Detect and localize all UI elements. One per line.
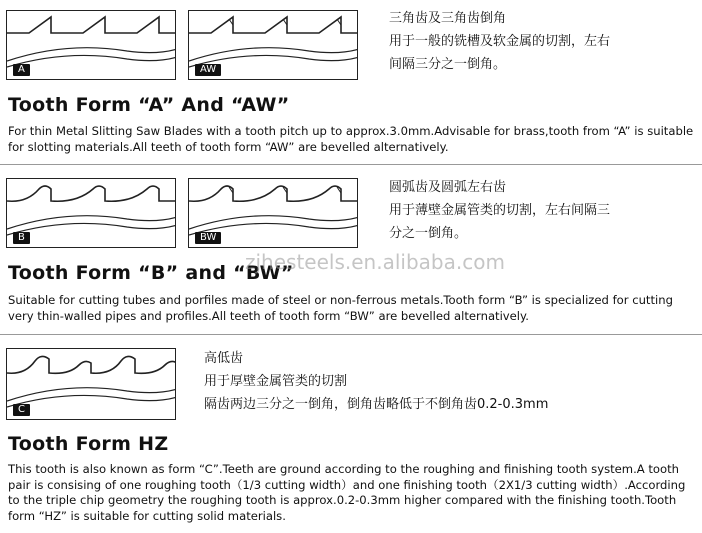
- tooth-form-a-figure: [6, 10, 176, 80]
- tooth-b-drawing: [7, 179, 176, 248]
- section-c-cn-line-1: 高低齿: [204, 351, 244, 366]
- section-c-cn-line-2: 用于厚壁金属管类的切割: [204, 374, 348, 389]
- section-c-description: This tooth is also known as form “C”.Teeth are ground according to the roughing and finishing tooth system.A tooth pair is consising of one roughing tooth（1/3 cutting width）and one finishing tooth（2X1/3 cutting width）.According to the triple chip geometry the roughing tooth is approx.0.2-0.3mm higher compared with the finishing tooth.Tooth form “HZ” is suitable for cutting solid materials.: [8, 462, 686, 523]
- section-a-cn-line-1: 三角齿及三角齿倒角: [389, 11, 507, 26]
- divider-1: [0, 164, 702, 165]
- tooth-form-bw-figure: [188, 178, 358, 248]
- section-b-description: Suitable for cutting tubes and porfiles made of steel or non-ferrous metals.Tooth form “B” is specialized for cutting very thin-walled pipes and profiles.All teeth of tooth form “BW” are bevelled alternatively.: [8, 293, 673, 323]
- tooth-form-b-figure: [6, 178, 176, 248]
- section-a-cn-line-3: 间隔三分之一倒角。: [389, 57, 507, 72]
- tooth-a-drawing: [7, 11, 176, 80]
- tag-aw: AW: [195, 64, 221, 76]
- section-a-description: For thin Metal Slitting Saw Blades with a tooth pitch up to approx.3.0mm.Advisable for brass,tooth from “A” is suitable for slotting materials.All teeth of tooth form “AW” are bevelled alternatively.: [8, 124, 694, 154]
- tooth-form-aw-figure: [188, 10, 358, 80]
- section-b-cn-line-2: 用于薄壁金属管类的切割，左右间隔三: [389, 203, 611, 218]
- divider-2: [0, 334, 702, 335]
- tag-bw: BW: [195, 232, 221, 244]
- section-b-heading: Tooth Form “B” and “BW”: [8, 262, 294, 284]
- section-a-cn-line-2: 用于一般的铣槽及软金属的切割，左右: [389, 34, 611, 49]
- section-b-cn-line-3: 分之一倒角。: [389, 226, 468, 241]
- watermark: zjhesteels.en.alibaba.com: [245, 250, 505, 274]
- tooth-form-c-figure: [6, 348, 176, 420]
- tooth-c-drawing: [7, 349, 176, 420]
- section-c-heading: Tooth Form HZ: [8, 433, 169, 455]
- section-a-heading: Tooth Form “A” And “AW”: [8, 94, 290, 116]
- tag-b: B: [13, 232, 30, 244]
- tag-c: C: [13, 404, 30, 416]
- section-c-cn-line-3: 隔齿两边三分之一倒角，倒角齿略低于不倒角齿0.2-0.3mm: [204, 397, 549, 412]
- section-b-cn-line-1: 圆弧齿及圆弧左右齿: [389, 180, 507, 195]
- tag-a: A: [13, 64, 30, 76]
